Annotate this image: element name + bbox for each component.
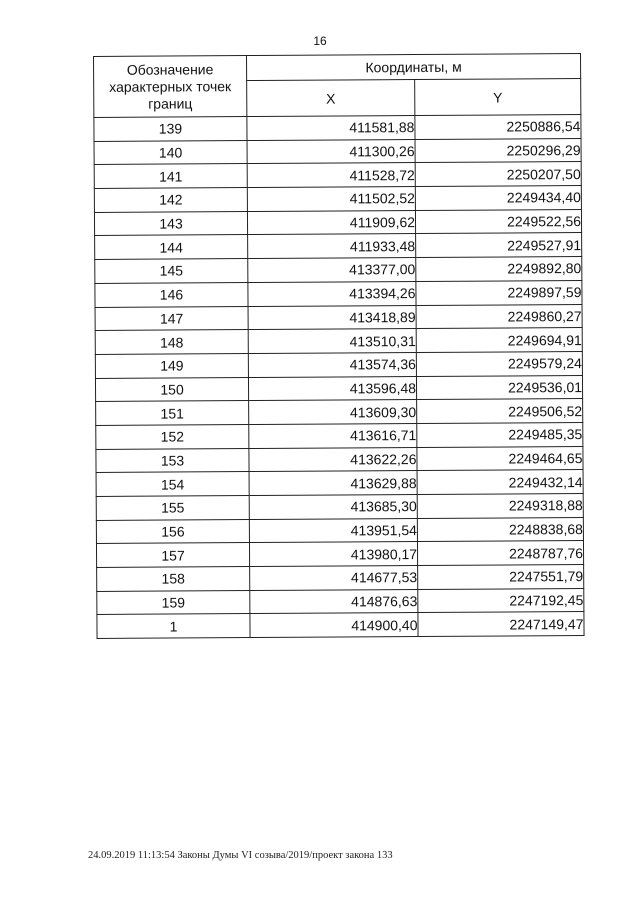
table-row xyxy=(94,138,581,165)
x-coordinate-cell: 413418,89 xyxy=(248,305,416,330)
point-cell: 148 xyxy=(95,330,248,355)
point-cell: 155 xyxy=(96,496,249,521)
point-cell: 1 xyxy=(97,614,250,639)
y-coordinate-cell: 2248838,68 xyxy=(417,517,583,542)
table-row xyxy=(96,422,583,449)
x-coordinate-cell: 414677,53 xyxy=(250,566,418,591)
table-row xyxy=(96,517,583,544)
point-cell: 143 xyxy=(94,211,247,236)
table-row xyxy=(96,470,583,497)
table-row xyxy=(94,115,581,142)
point-cell: 146 xyxy=(95,282,248,307)
y-header: Y xyxy=(415,79,581,116)
y-coordinate-cell: 2249536,01 xyxy=(416,375,582,400)
y-coordinate-cell: 2250296,29 xyxy=(415,138,581,163)
coordinates-table xyxy=(93,53,585,639)
x-coordinate-cell: 411528,72 xyxy=(247,163,415,188)
x-coordinate-cell: 411909,62 xyxy=(247,210,415,235)
x-coordinate-cell: 413609,30 xyxy=(249,400,417,425)
x-coordinate-cell: 414900,40 xyxy=(250,613,418,638)
y-coordinate-cell: 2249464,65 xyxy=(417,446,583,471)
page-number: 16 xyxy=(313,34,327,48)
point-cell: 153 xyxy=(96,448,249,473)
y-coordinate-cell: 2247551,79 xyxy=(418,565,584,590)
y-coordinate-cell: 2249522,56 xyxy=(415,209,581,234)
point-cell: 147 xyxy=(95,306,248,331)
x-coordinate-cell: 414876,63 xyxy=(250,589,418,614)
x-coordinate-cell: 413596,48 xyxy=(248,376,416,401)
point-cell: 145 xyxy=(95,259,248,284)
table-row xyxy=(97,588,584,615)
table-body xyxy=(94,115,584,639)
table-row xyxy=(94,209,581,236)
table-row xyxy=(97,565,584,592)
point-cell: 149 xyxy=(95,353,248,378)
x-header: X xyxy=(247,80,415,117)
table-row xyxy=(95,257,582,284)
point-cell: 139 xyxy=(94,117,247,142)
table-row xyxy=(96,446,583,473)
x-coordinate-cell: 413685,30 xyxy=(249,495,417,520)
y-coordinate-cell: 2249485,35 xyxy=(417,422,583,447)
x-coordinate-cell: 413616,71 xyxy=(249,423,417,448)
table-row xyxy=(96,399,583,426)
x-coordinate-cell: 411581,88 xyxy=(247,116,415,141)
point-cell: 140 xyxy=(94,140,247,165)
x-coordinate-cell: 411933,48 xyxy=(248,234,416,259)
x-coordinate-cell: 413574,36 xyxy=(248,352,416,377)
table-row xyxy=(95,351,582,378)
table-row xyxy=(95,280,582,307)
coordinates-header: Координаты, м xyxy=(247,54,581,81)
y-coordinate-cell: 2248787,76 xyxy=(417,541,583,566)
table-row xyxy=(96,494,583,521)
designation-header: Обозначение характерных точек границ xyxy=(94,56,247,118)
point-cell: 152 xyxy=(96,424,249,449)
point-cell: 141 xyxy=(94,164,247,189)
y-coordinate-cell: 2250207,50 xyxy=(415,162,581,187)
x-coordinate-cell: 413377,00 xyxy=(248,258,416,283)
y-coordinate-cell: 2250886,54 xyxy=(415,115,581,140)
point-cell: 151 xyxy=(96,401,249,426)
x-coordinate-cell: 413622,26 xyxy=(249,447,417,472)
table-row xyxy=(95,328,582,355)
point-cell: 159 xyxy=(97,590,250,615)
y-coordinate-cell: 2247192,45 xyxy=(418,588,584,613)
y-coordinate-cell: 2247149,47 xyxy=(418,612,584,637)
x-coordinate-cell: 411502,52 xyxy=(247,187,415,212)
x-coordinate-cell: 413980,17 xyxy=(249,542,417,567)
y-coordinate-cell: 2249527,91 xyxy=(416,233,582,258)
table-row xyxy=(95,375,582,402)
table-row xyxy=(95,233,582,260)
x-coordinate-cell: 413629,88 xyxy=(249,471,417,496)
point-cell: 144 xyxy=(95,235,248,260)
document-footer: 24.09.2019 11:13:54 Законы Думы VI созыва/2019/проект закона 133 xyxy=(88,850,393,861)
x-coordinate-cell: 413394,26 xyxy=(248,281,416,306)
y-coordinate-cell: 2249860,27 xyxy=(416,304,582,329)
y-coordinate-cell: 2249892,80 xyxy=(416,257,582,282)
x-coordinate-cell: 411300,26 xyxy=(247,139,415,164)
point-cell: 157 xyxy=(96,543,249,568)
y-coordinate-cell: 2249897,59 xyxy=(416,280,582,305)
point-cell: 158 xyxy=(97,567,250,592)
y-coordinate-cell: 2249579,24 xyxy=(416,351,582,376)
point-cell: 150 xyxy=(95,377,248,402)
y-coordinate-cell: 2249434,40 xyxy=(415,186,581,211)
x-coordinate-cell: 413510,31 xyxy=(248,329,416,354)
x-coordinate-cell: 413951,54 xyxy=(249,518,417,543)
y-coordinate-cell: 2249694,91 xyxy=(416,328,582,353)
table-row xyxy=(95,304,582,331)
y-coordinate-cell: 2249318,88 xyxy=(417,494,583,519)
table-row xyxy=(94,162,581,189)
point-cell: 154 xyxy=(96,472,249,497)
y-coordinate-cell: 2249506,52 xyxy=(417,399,583,424)
table-row xyxy=(94,186,581,213)
table-row xyxy=(97,612,584,639)
y-coordinate-cell: 2249432,14 xyxy=(417,470,583,495)
point-cell: 156 xyxy=(96,519,249,544)
table-row xyxy=(96,541,583,568)
point-cell: 142 xyxy=(94,188,247,213)
